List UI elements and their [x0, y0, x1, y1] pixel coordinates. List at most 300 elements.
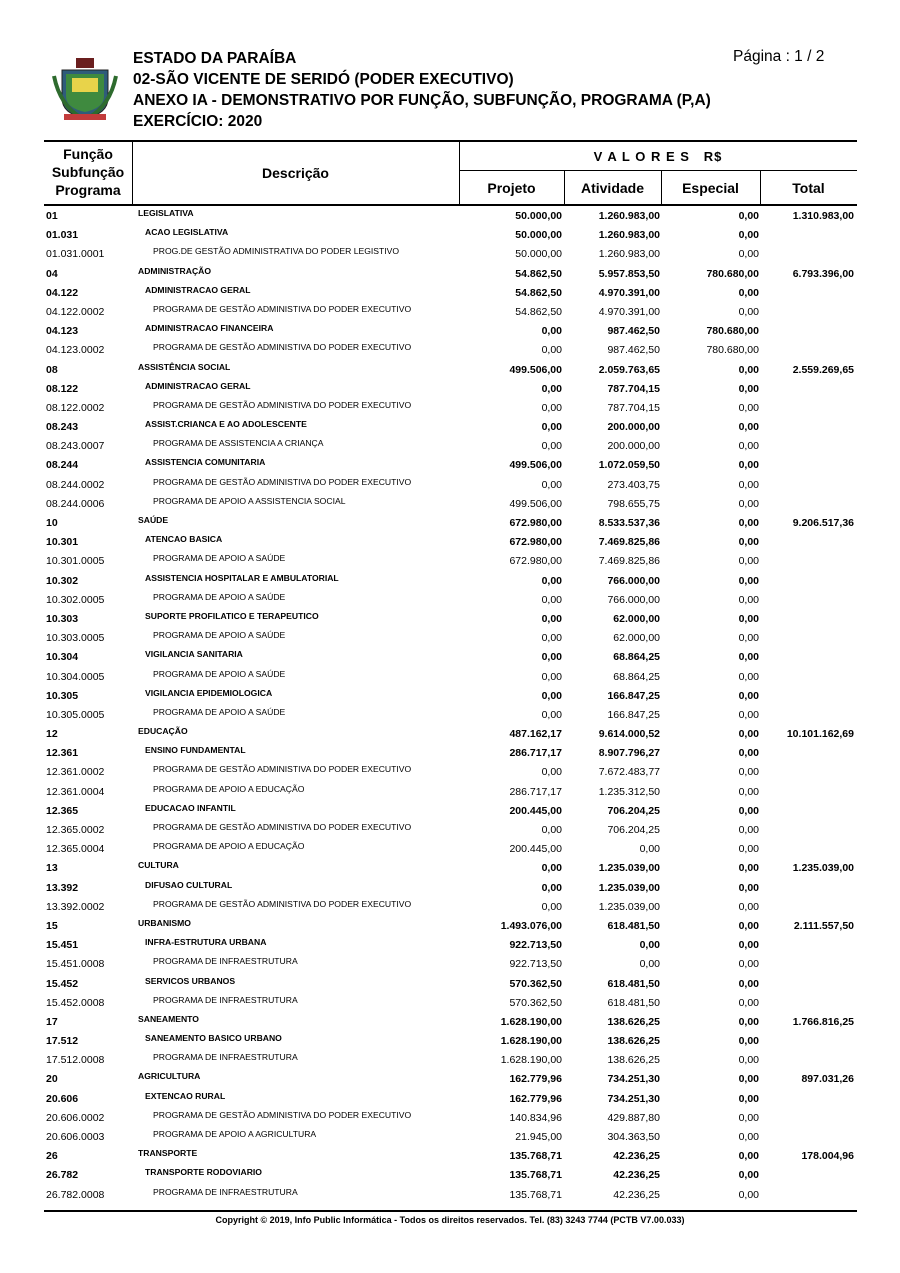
- row-projeto: 50.000,00: [515, 248, 562, 261]
- table-row: [44, 724, 857, 743]
- row-total: 1.766.816,25: [792, 1015, 854, 1028]
- row-atividade: 304.363,50: [607, 1131, 660, 1143]
- row-description: CULTURA: [138, 860, 179, 871]
- row-code: 12.361.0004: [46, 785, 105, 798]
- row-description: PROGRAMA DE APOIO A SAÚDE: [153, 553, 286, 564]
- row-atividade: 987.462,50: [607, 325, 660, 338]
- row-especial: 0,00: [738, 1035, 759, 1048]
- row-code: 15.451.0008: [46, 958, 105, 971]
- row-description: ADMINISTRACAO GERAL: [145, 380, 251, 391]
- row-especial: 0,00: [738, 229, 759, 242]
- row-description: PROGRAMA DE GESTÃO ADMINISTIVA DO PODER EXECUTIVO: [153, 303, 412, 314]
- row-atividade: 166.847,25: [607, 708, 660, 721]
- row-atividade: 273.403,75: [607, 478, 660, 491]
- row-projeto: 0,00: [541, 401, 562, 414]
- row-code: 08.244.0002: [46, 478, 105, 491]
- row-especial: 0,00: [738, 210, 759, 222]
- divider: [44, 140, 857, 142]
- row-projeto: 200.445,00: [509, 804, 562, 817]
- row-code: 04.123.0002: [46, 344, 105, 357]
- row-especial: 0,00: [738, 1150, 759, 1163]
- row-description: PROGRAMA DE APOIO A AGRICULTURA: [153, 1129, 317, 1139]
- row-especial: 0,00: [738, 1188, 759, 1201]
- row-code: 10.302: [46, 574, 79, 587]
- row-code: 04.123: [46, 325, 79, 338]
- row-code: 10.305.0005: [46, 708, 105, 721]
- row-especial: 0,00: [738, 305, 759, 318]
- especial-column-header: Especial: [682, 180, 739, 196]
- row-atividade: 987.462,50: [607, 344, 660, 357]
- row-especial: 0,00: [738, 574, 759, 587]
- row-description: PROGRAMA DE APOIO A ASSISTENCIA SOCIAL: [153, 495, 346, 506]
- row-projeto: 0,00: [541, 651, 562, 664]
- row-especial: 0,00: [738, 478, 759, 491]
- row-projeto: 672.980,00: [509, 517, 562, 529]
- row-atividade: 7.672.483,77: [598, 766, 660, 779]
- budget-table: [44, 206, 857, 1204]
- table-row: [44, 1050, 857, 1069]
- row-projeto: 162.779,96: [509, 1092, 562, 1105]
- row-projeto: 54.862,50: [515, 267, 562, 280]
- row-projeto: 54.862,50: [515, 286, 562, 299]
- row-atividade: 766.000,00: [607, 593, 660, 606]
- row-atividade: 618.481,50: [607, 919, 660, 932]
- header-funcao: Função: [63, 146, 113, 162]
- table-row: [44, 264, 857, 283]
- row-projeto: 1.628.190,00: [500, 1054, 562, 1067]
- row-code: 01.031.0001: [46, 248, 105, 261]
- row-atividade: 706.204,25: [607, 824, 660, 836]
- table-row: [44, 321, 857, 340]
- row-description: ASSISTÊNCIA SOCIAL: [138, 361, 231, 372]
- row-code: 10.304.0005: [46, 670, 105, 683]
- row-code: 10.301.0005: [46, 555, 105, 568]
- row-especial: 0,00: [738, 497, 759, 510]
- row-projeto: 0,00: [541, 708, 562, 721]
- annex-title: ANEXO IA - DEMONSTRATIVO POR FUNÇÃO, SUBFUNÇÃO, PROGRAMA (P,A): [133, 92, 711, 109]
- row-description: INFRA-ESTRUTURA URBANA: [145, 937, 267, 948]
- table-row: [44, 743, 857, 762]
- row-code: 04.122: [46, 286, 79, 299]
- row-code: 15: [46, 919, 58, 932]
- table-row: [44, 475, 857, 494]
- table-row: [44, 954, 857, 973]
- row-atividade: 8.907.796,27: [598, 747, 660, 760]
- row-code: 26: [46, 1150, 58, 1163]
- row-code: 08.243.0007: [46, 440, 105, 453]
- row-especial: 0,00: [738, 651, 759, 664]
- row-description: PROGRAMA DE APOIO A SAÚDE: [153, 706, 286, 717]
- row-projeto: 135.768,71: [509, 1169, 562, 1182]
- row-total: 1.310.983,00: [792, 210, 854, 222]
- row-total: 9.206.517,36: [792, 517, 854, 529]
- row-especial: 0,00: [738, 728, 759, 741]
- row-description: SAÚDE: [138, 515, 169, 525]
- row-description: PROGRAMA DE GESTÃO ADMINISTIVA DO PODER EXECUTIVO: [153, 764, 412, 775]
- row-projeto: 54.862,50: [515, 305, 562, 318]
- row-projeto: 162.779,96: [509, 1073, 562, 1086]
- row-description: PROGRAMA DE APOIO A SAÚDE: [153, 668, 286, 679]
- row-description: SANEAMENTO BASICO URBANO: [145, 1033, 282, 1044]
- table-row: [44, 398, 857, 417]
- table-row: [44, 705, 857, 724]
- row-especial: 0,00: [738, 1111, 759, 1124]
- row-atividade: 138.626,25: [607, 1015, 660, 1028]
- row-description: SANEAMENTO: [138, 1013, 199, 1024]
- row-code: 10.303.0005: [46, 632, 105, 645]
- row-description: PROGRAMA DE ASSISTENCIA A CRIANÇA: [153, 438, 324, 449]
- row-atividade: 4.970.391,00: [598, 305, 660, 318]
- row-atividade: 7.469.825,86: [598, 555, 660, 568]
- report-header: [0, 0, 900, 140]
- table-row: [44, 839, 857, 858]
- table-row: [44, 762, 857, 781]
- row-atividade: 42.236,25: [613, 1169, 660, 1182]
- header-subfuncao: Subfunção: [51, 164, 125, 180]
- row-especial: 0,00: [738, 919, 759, 932]
- row-atividade: 9.614.000,52: [598, 728, 660, 741]
- row-code: 20: [46, 1073, 58, 1086]
- table-row: [44, 417, 857, 436]
- row-code: 13.392.0002: [46, 900, 105, 913]
- row-especial: 780.680,00: [706, 267, 759, 280]
- row-description: TRANSPORTE RODOVIARIO: [145, 1167, 262, 1178]
- row-code: 08.122: [46, 382, 79, 395]
- row-especial: 0,00: [738, 1169, 759, 1182]
- state-title: ESTADO DA PARAÍBA: [133, 50, 297, 67]
- row-projeto: 0,00: [541, 382, 562, 395]
- row-projeto: 0,00: [541, 900, 562, 913]
- row-code: 10.301: [46, 536, 79, 549]
- row-atividade: 766.000,00: [607, 574, 660, 587]
- table-row: [44, 1165, 857, 1184]
- row-atividade: 138.626,25: [607, 1054, 660, 1067]
- row-code: 08.244: [46, 459, 79, 472]
- row-projeto: 499.506,00: [509, 497, 562, 510]
- row-projeto: 0,00: [541, 325, 562, 338]
- row-code: 26.782: [46, 1169, 79, 1182]
- table-row: [44, 820, 857, 839]
- row-especial: 0,00: [738, 747, 759, 760]
- row-code: 08: [46, 363, 58, 376]
- row-description: ADMINISTRACAO GERAL: [145, 284, 251, 295]
- row-code: 17.512.0008: [46, 1054, 105, 1067]
- row-atividade: 166.847,25: [607, 689, 660, 702]
- code-column-header: [44, 145, 132, 199]
- row-especial: 0,00: [738, 689, 759, 702]
- row-atividade: 5.957.853,50: [598, 267, 660, 280]
- row-code: 15.452.0008: [46, 996, 105, 1009]
- row-description: PROGRAMA DE GESTÃO ADMINISTIVA DO PODER EXECUTIVO: [153, 1109, 412, 1120]
- table-row: [44, 340, 857, 359]
- row-code: 13: [46, 862, 58, 875]
- row-projeto: 0,00: [541, 478, 562, 491]
- row-description: PROGRAMA DE APOIO A EDUCAÇÃO: [153, 783, 305, 794]
- row-projeto: 0,00: [541, 824, 562, 836]
- table-row: [44, 532, 857, 551]
- row-projeto: 50.000,00: [515, 210, 562, 222]
- row-atividade: 42.236,25: [613, 1188, 660, 1201]
- table-row: [44, 1069, 857, 1088]
- row-especial: 0,00: [738, 593, 759, 606]
- entity-title: 02-SÃO VICENTE DE SERIDÓ (PODER EXECUTIVO): [133, 71, 514, 88]
- row-code: 01: [46, 210, 58, 222]
- row-description: EDUCACAO INFANTIL: [145, 802, 236, 813]
- row-atividade: 1.235.039,00: [598, 881, 660, 894]
- row-code: 15.452: [46, 977, 79, 990]
- header-programa: Programa: [55, 182, 121, 198]
- table-row: [44, 1146, 857, 1165]
- row-projeto: 21.945,00: [515, 1131, 562, 1143]
- atividade-column-header: Atividade: [580, 180, 644, 196]
- row-projeto: 0,00: [541, 881, 562, 894]
- row-description: PROG.DE GESTÃO ADMINISTRATIVA DO PODER LEGISTIVO: [153, 246, 400, 257]
- table-row: [44, 379, 857, 398]
- row-atividade: 1.260.983,00: [598, 229, 660, 242]
- row-atividade: 2.059.763,65: [598, 363, 660, 376]
- row-especial: 0,00: [738, 401, 759, 414]
- row-total: 10.101.162,69: [786, 728, 854, 741]
- row-projeto: 0,00: [541, 766, 562, 779]
- table-row: [44, 647, 857, 666]
- row-description: VIGILANCIA SANITARIA: [145, 649, 243, 660]
- row-description: PROGRAMA DE INFRAESTRUTURA: [153, 1052, 298, 1063]
- row-especial: 0,00: [738, 977, 759, 990]
- row-projeto: 672.980,00: [509, 536, 562, 549]
- table-row: [44, 974, 857, 993]
- row-atividade: 200.000,00: [607, 421, 660, 434]
- row-code: 20.606.0003: [46, 1131, 105, 1143]
- table-row: [44, 494, 857, 513]
- values-group-header: V A L O R E S R$: [593, 149, 723, 164]
- table-row: [44, 935, 857, 954]
- table-row: [44, 1089, 857, 1108]
- row-atividade: 8.533.537,36: [598, 517, 660, 529]
- divider: [459, 170, 857, 171]
- row-description: URBANISMO: [138, 917, 191, 928]
- table-row: [44, 1108, 857, 1127]
- row-atividade: 706.204,25: [607, 804, 660, 817]
- table-row: [44, 360, 857, 379]
- table-row: [44, 858, 857, 877]
- row-projeto: 0,00: [541, 632, 562, 645]
- row-atividade: 0,00: [639, 958, 660, 971]
- row-total: 6.793.396,00: [792, 267, 854, 280]
- row-description: ADMINISTRAÇÃO: [138, 265, 212, 276]
- row-description: PROGRAMA DE GESTÃO ADMINISTIVA DO PODER EXECUTIVO: [153, 898, 412, 909]
- projeto-column-header: Projeto: [487, 180, 536, 196]
- table-row: [44, 801, 857, 820]
- row-description: TRANSPORTE: [138, 1148, 198, 1159]
- row-code: 10.303: [46, 612, 79, 625]
- total-column-header: Total: [792, 180, 825, 196]
- row-especial: 0,00: [738, 632, 759, 645]
- row-code: 20.606: [46, 1092, 79, 1105]
- row-description: DIFUSAO CULTURAL: [145, 879, 233, 890]
- row-atividade: 4.970.391,00: [598, 286, 660, 299]
- table-row: [44, 667, 857, 686]
- row-atividade: 62.000,00: [613, 612, 660, 625]
- row-description: ATENCAO BASICA: [145, 534, 223, 545]
- row-code: 15.451: [46, 939, 79, 952]
- table-row: [44, 244, 857, 263]
- row-especial: 0,00: [738, 555, 759, 568]
- row-code: 04: [46, 267, 58, 280]
- row-atividade: 618.481,50: [607, 977, 660, 990]
- row-atividade: 200.000,00: [607, 440, 660, 453]
- row-code: 17.512: [46, 1035, 79, 1048]
- coat-of-arms-icon: [52, 56, 118, 122]
- row-code: 01.031: [46, 229, 79, 242]
- row-projeto: 286.717,17: [509, 747, 562, 760]
- row-atividade: 1.260.983,00: [598, 248, 660, 261]
- row-code: 10.302.0005: [46, 593, 105, 606]
- row-atividade: 1.235.039,00: [598, 900, 660, 913]
- row-description: EDUCAÇÃO: [138, 726, 188, 737]
- row-description: PROGRAMA DE INFRAESTRUTURA: [153, 994, 298, 1005]
- table-row: [44, 609, 857, 628]
- table-row: [44, 590, 857, 609]
- row-atividade: 787.704,15: [607, 401, 660, 414]
- row-code: 12.365.0002: [46, 824, 105, 836]
- page-number: Página : 1 / 2: [733, 48, 825, 65]
- row-code: 12.361.0002: [46, 766, 105, 779]
- divider: [44, 1210, 857, 1212]
- row-description: PROGRAMA DE APOIO A EDUCAÇÃO: [153, 841, 305, 852]
- row-code: 10: [46, 517, 58, 529]
- row-projeto: 0,00: [541, 421, 562, 434]
- row-description: ASSISTENCIA COMUNITARIA: [145, 457, 266, 468]
- row-atividade: 429.887,80: [607, 1111, 660, 1124]
- row-especial: 0,00: [738, 536, 759, 549]
- row-atividade: 42.236,25: [613, 1150, 660, 1163]
- row-projeto: 50.000,00: [515, 229, 562, 242]
- row-total: 897.031,26: [801, 1073, 854, 1086]
- row-code: 12.365.0004: [46, 843, 105, 856]
- row-code: 10.304: [46, 651, 79, 664]
- row-especial: 0,00: [738, 459, 759, 472]
- row-atividade: 68.864,25: [613, 651, 660, 664]
- row-especial: 0,00: [738, 843, 759, 856]
- row-projeto: 286.717,17: [509, 785, 562, 798]
- row-atividade: 734.251,30: [607, 1092, 660, 1105]
- row-description: PROGRAMA DE INFRAESTRUTURA: [153, 956, 298, 967]
- row-projeto: 499.506,00: [509, 459, 562, 472]
- row-projeto: 0,00: [541, 574, 562, 587]
- row-projeto: 922.713,50: [509, 958, 562, 971]
- row-especial: 0,00: [738, 670, 759, 683]
- report-titles: [133, 48, 711, 132]
- row-projeto: 0,00: [541, 593, 562, 606]
- table-row: [44, 436, 857, 455]
- table-row: [44, 782, 857, 801]
- table-row: [44, 302, 857, 321]
- row-especial: 0,00: [738, 881, 759, 894]
- row-description: ACAO LEGISLATIVA: [145, 227, 229, 238]
- row-especial: 0,00: [738, 1131, 759, 1143]
- row-especial: 0,00: [738, 766, 759, 779]
- description-column-header: Descrição: [262, 165, 329, 181]
- row-code: 10.305: [46, 689, 79, 702]
- row-especial: 0,00: [738, 785, 759, 798]
- table-row: [44, 686, 857, 705]
- row-especial: 0,00: [738, 862, 759, 875]
- row-especial: 0,00: [738, 1015, 759, 1028]
- table-row: [44, 225, 857, 244]
- row-projeto: 570.362,50: [509, 996, 562, 1009]
- row-code: 12: [46, 728, 58, 741]
- table-row: [44, 1127, 857, 1146]
- row-atividade: 1.260.983,00: [598, 210, 660, 222]
- row-especial: 0,00: [738, 824, 759, 836]
- copyright-footer: Copyright © 2019, Info Public Informática - Todos os direitos reservados. Tel. (83) 3243 7744 (PCTB V7.00.033): [215, 1215, 685, 1225]
- row-especial: 0,00: [738, 286, 759, 299]
- row-code: 08.244.0006: [46, 497, 105, 510]
- table-row: [44, 993, 857, 1012]
- row-especial: 0,00: [738, 996, 759, 1009]
- row-atividade: 1.072.059,50: [598, 459, 660, 472]
- row-code: 26.782.0008: [46, 1188, 105, 1201]
- table-row: [44, 1185, 857, 1204]
- row-code: 12.365: [46, 804, 79, 817]
- table-row: [44, 551, 857, 570]
- row-especial: 0,00: [738, 939, 759, 952]
- table-row: [44, 897, 857, 916]
- row-description: PROGRAMA DE APOIO A SAÚDE: [153, 630, 286, 641]
- row-projeto: 0,00: [541, 344, 562, 357]
- row-especial: 0,00: [738, 1073, 759, 1086]
- row-atividade: 68.864,25: [613, 670, 660, 683]
- row-especial: 0,00: [738, 248, 759, 261]
- row-atividade: 798.655,75: [607, 497, 660, 510]
- row-description: SUPORTE PROFILATICO E TERAPEUTICO: [145, 610, 319, 621]
- row-especial: 0,00: [738, 421, 759, 434]
- row-description: VIGILANCIA EPIDEMIOLOGICA: [145, 687, 273, 698]
- row-atividade: 138.626,25: [607, 1035, 660, 1048]
- table-row: [44, 1012, 857, 1031]
- row-especial: 0,00: [738, 1054, 759, 1067]
- row-atividade: 0,00: [639, 843, 660, 856]
- table-row: [44, 455, 857, 474]
- row-projeto: 135.768,71: [509, 1188, 562, 1201]
- row-projeto: 1.628.190,00: [500, 1035, 562, 1048]
- row-projeto: 135.768,71: [509, 1150, 562, 1163]
- row-especial: 0,00: [738, 900, 759, 913]
- row-description: AGRICULTURA: [138, 1071, 201, 1082]
- row-code: 12.361: [46, 747, 79, 760]
- row-description: PROGRAMA DE GESTÃO ADMINISTIVA DO PODER EXECUTIVO: [153, 476, 412, 487]
- row-projeto: 487.162,17: [509, 728, 562, 741]
- table-row: [44, 571, 857, 590]
- row-description: LEGISLATIVA: [138, 208, 194, 218]
- row-description: SERVICOS URBANOS: [145, 975, 236, 986]
- row-code: 17: [46, 1015, 58, 1028]
- row-description: PROGRAMA DE INFRAESTRUTURA: [153, 1186, 298, 1197]
- row-code: 04.122.0002: [46, 305, 105, 318]
- table-row: [44, 513, 857, 532]
- row-code: 08.243: [46, 421, 79, 434]
- table-row: [44, 1031, 857, 1050]
- row-atividade: 787.704,15: [607, 382, 660, 395]
- row-atividade: 618.481,50: [607, 996, 660, 1009]
- row-description: PROGRAMA DE APOIO A SAÚDE: [153, 591, 286, 602]
- row-atividade: 1.235.039,00: [598, 862, 660, 875]
- row-especial: 0,00: [738, 958, 759, 971]
- row-total: 1.235.039,00: [792, 862, 854, 875]
- row-description: ENSINO FUNDAMENTAL: [145, 745, 246, 756]
- row-especial: 0,00: [738, 440, 759, 453]
- row-code: 20.606.0002: [46, 1111, 105, 1124]
